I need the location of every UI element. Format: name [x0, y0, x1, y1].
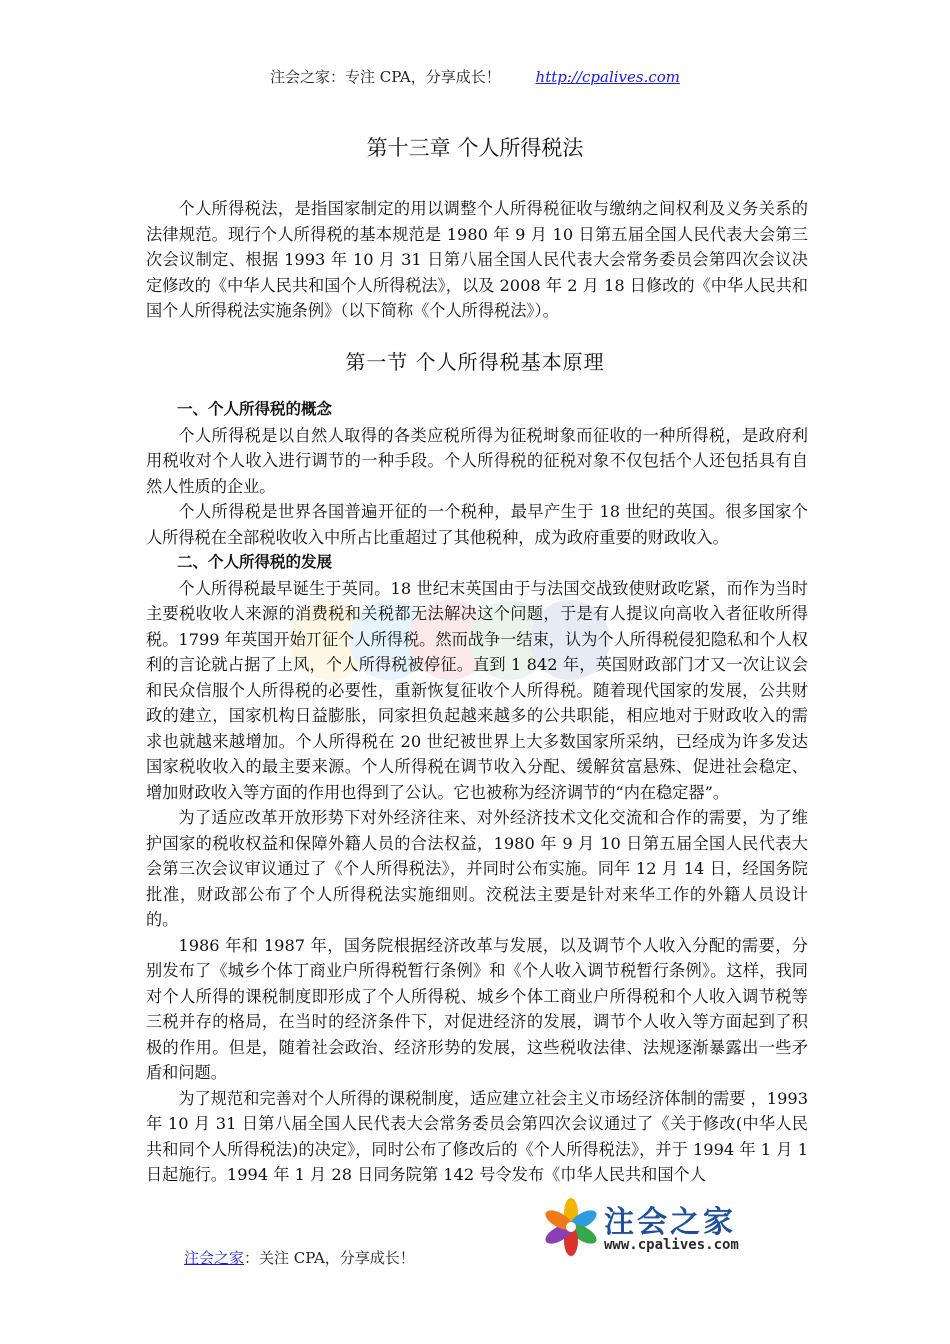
- brand-logo: [540, 1193, 775, 1265]
- header-slogan: 注会之家：专注 CPA，分享成长！: [269, 68, 501, 86]
- subheading-concept: 一、个人所得税的概念: [177, 400, 333, 418]
- header-site-link[interactable]: http://cpalives.com: [535, 68, 681, 86]
- paragraph: 1986 年和 1987 年，国务院根据经济改革与发展，以及调节个人收入分配的需要，分别发布了《城乡个体丁商业户所得税暂行条例》和《个人收入调节税暂行条例》。这样，我同对个人所得的课税制度即形成了个人所得税、城乡个体工商业户所得税和个人收入调节税等三税并存的格局，在当时的经济条件下，对促进经济的发展，调节个人收入等方面起到了积极的作用。但是，随着社会政治、经济形势的发展，这些税收法律、法规逐渐暴露出一些矛盾和问题。: [146, 935, 808, 1082]
- page-footer: [184, 1247, 415, 1268]
- subheading-development: 二、个人所得税的发展: [177, 553, 333, 571]
- paragraph: 为了适应改革开放形势下对外经济往来、对外经济技术文化交流和合作的需要，为了维护国家的税收权益和保障外籍人员的合法权益，1980 年 9 月 10 日第五届全国人民代表大会第三次会议审议通过了《个人所得税法》，并同时公布实施。同年 12 月 14 日，经国务院批准，财政部公布了个人所得税法实施细则。洨税法主要是针对来华工作的外籍人员设计的。: [146, 808, 808, 929]
- section-body: [146, 397, 808, 1188]
- paragraph: 个人所得税最早诞生于英同。18 世纪末英国由于与法国交战致使财政吃紧，而作为当时主要税收收人来源的消费税和关税都无法解决这个问题，于是有人提议向高收入者征收所得税。1799 年英国开始丌征个人所得税。然而战争一结束，认为个人所得税侵犯隐私和个人权利的言论就占据了上风，个人所得税被停征。直到 1 842 年，英国财政部门才又一次让议会和民众信服个人所得税的必要性，重新恢复征收个人所得税。随着现代国家的发展，公共财政的建立，国家机构日益膨胀，同家担负起越来越多的公共职能，相应地对于财政收入的需求也就越来越增加。个人所得税在 20 世纪被世界上大多数国家所采纳，已经成为许多发达国家税收收入的最主要来源。个人所得税在调节收入分配、缓解贫富悬殊、促进社会稳定、增加财政收入等方面的作用也得到了公认。它也被称为经济调节的“内在稳定器”。: [146, 578, 808, 802]
- paragraph: 为了规范和完善对个人所得的课税制度，适应建立社会主义市场经济体制的需要 ，1993 年 10 月 31 日第八届全国人民代表大会常务委员会第四次会议通过了《关于修改(中华人民共和同个人所得税法)的决定》，同时公布了修改后的《个人所得税法》，并于 1994 年 1 月 1 日起施行。1994 年 1 月 28 日同务院第 142 号令发布《巾华人民共和国个人: [146, 1088, 808, 1184]
- section-title: 第一节 个人所得税基本原理: [345, 350, 605, 374]
- page-header: [0, 66, 950, 87]
- logo-url: www.cpalives.com: [604, 1237, 739, 1253]
- paragraph: 个人所得税是以自然人取得的各类应税所得为征税埘象而征收的一种所得税，是政府利用税收对个人收入进行调节的一种手段。个人所得税的征税对象不仅包括个人还包括具有自然人性质的企业。: [146, 425, 808, 496]
- intro-paragraph: 个人所得税法，是指国家制定的用以调整个人所得税征收与缴纳之间权利及义务关系的法律规范。现行个人所得税的基本规范是 1980 年 9 月 10 日第五届全国人民代表大会第三次会议制定、根据 1993 年 10 月 31 日第八届全国人民代表大会常务委员会第四次会议决定修改的《中华人民共和国个人所得税法》，以及 2008 年 2 月 18 日修改的《中华人民共和国个人所得税法实施条例》（以下简称《个人所得税法》）。: [146, 199, 808, 320]
- intro-block: [146, 196, 808, 324]
- chapter-title: 第十三章 个人所得税法: [366, 136, 584, 160]
- footer-slogan: ：关注 CPA，分享成长！: [244, 1249, 415, 1267]
- footer-link[interactable]: 注会之家: [184, 1249, 245, 1267]
- paragraph: 个人所得税是世界各国普遍开征的一个税种，最早产生于 18 世纪的英国。很多国家个人所得税在全部税收收入中所占比重超过了其他税种，成为政府重要的财政收入。: [146, 502, 808, 547]
- pinwheel-icon: [540, 1193, 602, 1263]
- logo-name: 注会之家: [604, 1205, 736, 1240]
